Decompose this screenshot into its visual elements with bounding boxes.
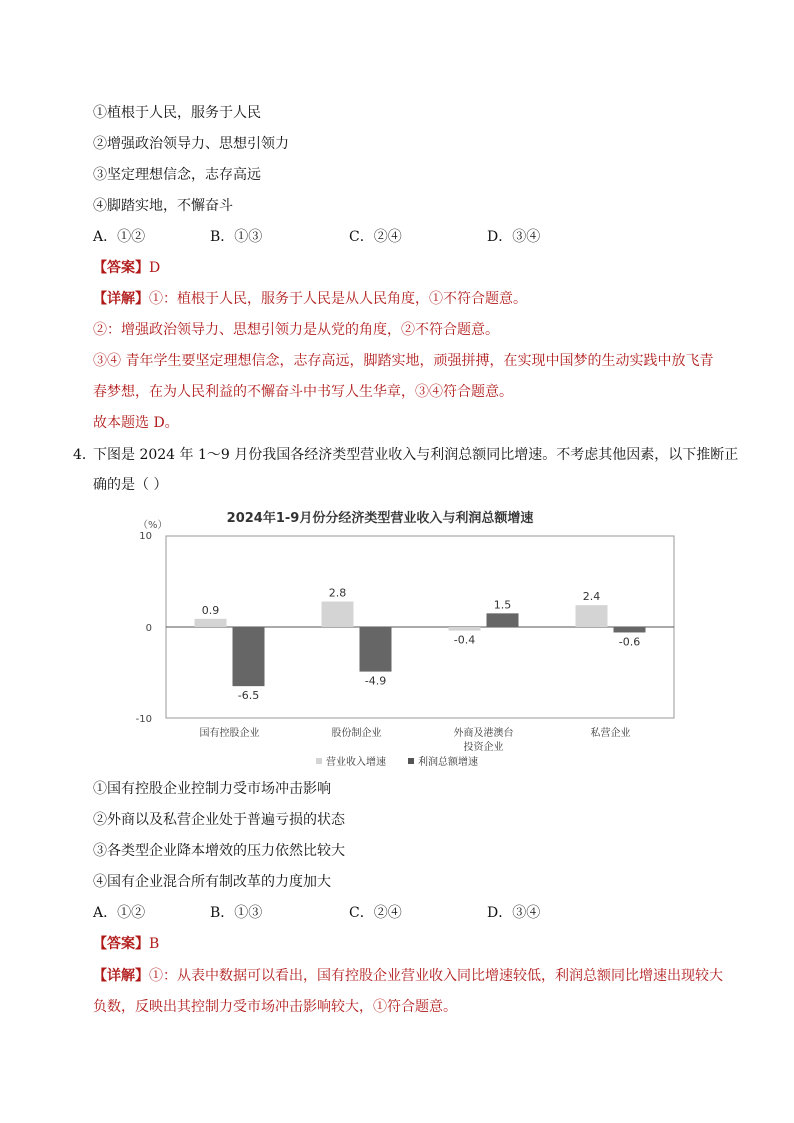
bar-profit-3 [614, 627, 646, 632]
data-label-revenue-1: 2.8 [328, 586, 347, 600]
bar-revenue-0 [195, 619, 227, 627]
data-label-profit-0: -6.5 [237, 689, 260, 703]
detail-text: ①：从表中数据可以看出，国有控股企业营业收入同比增速较低，利润总额同比增速出现较大 [149, 968, 723, 984]
q3-item-4: ④脚踏实地，不懈奋斗 [93, 198, 233, 214]
legend-label-profit: 利润总额增速 [418, 757, 478, 768]
answer-label: 【答案】 [93, 260, 149, 276]
q4-number: 4． [73, 447, 96, 463]
legend [316, 755, 478, 768]
q3-detail-3: ③④ 青年学生要坚定理想信念，志存高远，脚踏实地，顽强拼搏，在实现中国梦的生动实践中放飞青 [93, 353, 714, 369]
bar-revenue-2 [449, 627, 481, 631]
q4-item-3: ③各类型企业降本增效的压力依然比较大 [93, 843, 345, 859]
answer-label: 【答案】 [93, 936, 149, 952]
x-tick-label-1: 股份制企业 [331, 728, 382, 739]
data-label-revenue-3: 2.4 [582, 590, 601, 604]
chart-title: 2024年1-9月份分经济类型营业收入与利润总额增速 [226, 511, 534, 526]
data-label-profit-2: 1.5 [493, 598, 512, 612]
q3-detail-2: ②：增强政治领导力、思想引领力是从党的角度，②不符合题意。 [93, 322, 499, 338]
q4-option-b: B．①③ [210, 905, 263, 921]
x-tick-label-0: 国有控股企业 [199, 728, 260, 739]
legend-swatch-revenue [316, 758, 322, 764]
q3-option-c: C．②④ [349, 229, 402, 245]
data-label-profit-3: -0.6 [618, 635, 641, 649]
y-tick-0: 0 [145, 623, 152, 634]
y-tick-10: 10 [139, 531, 152, 542]
legend-swatch-profit [408, 758, 414, 764]
bar-profit-0 [233, 627, 265, 686]
y-tick-minus-10: -10 [135, 714, 152, 725]
q3-detail-4: 春梦想，在为人民利益的不懈奋斗中书写人生华章，③④符合题意。 [93, 384, 513, 400]
y-axis-unit: （%） [138, 520, 168, 531]
q3-item-1: ①植根于人民，服务于人民 [93, 105, 261, 121]
x-tick-label-2: 外商及港澳台 [453, 728, 514, 739]
answer-value: D [149, 260, 161, 276]
q4-item-4: ④国有企业混合所有制改革的力度加大 [93, 874, 331, 890]
q3-option-b: B．①③ [210, 229, 263, 245]
bars-group [195, 587, 646, 703]
q4-item-1: ①国有控股企业控制力受市场冲击影响 [93, 781, 331, 797]
data-label-revenue-2: -0.4 [453, 633, 476, 647]
bar-revenue-1 [322, 602, 354, 627]
x-tick-label-3: 私营企业 [590, 728, 631, 739]
answer-value: B [149, 936, 160, 952]
q3-answer [93, 258, 160, 278]
q4-stem-2: 确的是（ ） [93, 477, 168, 493]
q3-option-d: D．③④ [487, 229, 541, 245]
detail-label: 【详解】 [93, 968, 149, 984]
q4-item-2: ②外商以及私营企业处于普遍亏损的状态 [93, 812, 345, 828]
detail-label: 【详解】 [93, 291, 149, 307]
q3-detail-1 [93, 289, 527, 309]
q3-item-3: ③坚定理想信念，志存高远 [93, 167, 261, 183]
q4-option-a: A．①② [93, 905, 146, 921]
q4-answer [93, 934, 159, 954]
bar-revenue-3 [576, 605, 608, 627]
data-label-profit-1: -4.9 [364, 674, 387, 688]
bar-profit-2 [487, 613, 519, 627]
bar-profit-1 [360, 627, 392, 672]
x-tick-label-2-line2: 投资企业 [463, 742, 504, 753]
q3-detail-5: 故本题选 D。 [93, 415, 179, 431]
q4-stem-1: 下图是 2024 年 1～9 月份我国各经济类型营业收入与利润总额同比增速。不考虑其他因素，以下推断正 [93, 447, 739, 463]
q3-item-2: ②增强政治领导力、思想引领力 [93, 136, 289, 152]
q4-option-c: C．②④ [349, 905, 402, 921]
detail-text: ①：植根于人民，服务于人民是从人民角度，①不符合题意。 [149, 291, 527, 307]
q4-detail-1 [93, 966, 723, 986]
bar-chart [130, 500, 690, 775]
legend-label-revenue: 营业收入增速 [326, 757, 386, 768]
x-tick-labels [200, 726, 631, 753]
q4-detail-2: 负数，反映出其控制力受市场冲击影响较大，①符合题意。 [93, 999, 457, 1015]
q3-option-a: A．①② [93, 229, 146, 245]
q4-option-d: D．③④ [487, 905, 541, 921]
data-label-revenue-0: 0.9 [201, 603, 220, 617]
